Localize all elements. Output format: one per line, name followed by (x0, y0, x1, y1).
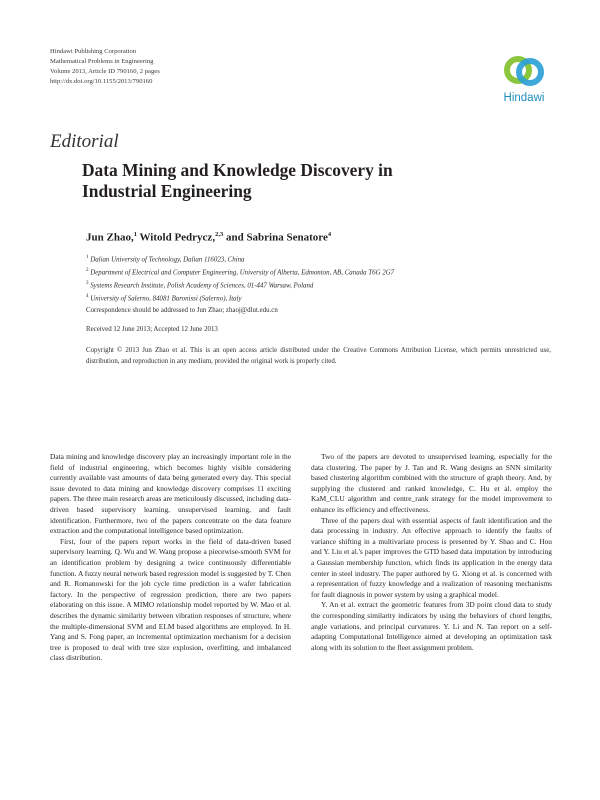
article-type: Editorial (50, 131, 119, 152)
affiliation-item (86, 266, 394, 279)
affiliation-number: 4 (86, 294, 89, 300)
affiliation-item (86, 279, 394, 292)
affiliation-number: 3 (86, 281, 89, 287)
article-title: Data Mining and Knowledge Discovery in Industrial Engineering (82, 160, 393, 201)
affiliation-list (86, 253, 394, 305)
author-affil-sup: 1 (133, 231, 137, 238)
received-dates: Received 12 June 2013; Accepted 12 June 2013 (86, 326, 218, 333)
affiliation-text: Dalian University of Technology, Dalian 116023, China (90, 256, 245, 264)
affiliation-text: University of Salerno, 84081 Baronissi (Salerno), Italy (90, 295, 242, 303)
body-paragraph: First, four of the papers report works in the field of data-driven based supervisory learning. Q. Wu and W. Wang propose a piecewise-smooth SVM for an identification problem by designing a twice continuously differentiable function. A fuzzy neural network based regression model is suggested by T. Chen and R. Romanowski for the job cycle time prediction in a wafer fabrication factory. In the perspective of regression prediction, there are two papers elaborating on this issue. A MIMO relationship model reported by W. Mao et al. describes the dynamic similarity between vibration responses of structure, where the multiple-dimensional SVM and ELM based algorithms are employed. In H. Yang and S. Fong paper, an incremental optimization mechanism for a decision tree is proposed to deal with tree size explosion, overfitting, and imbalanced class distribution. (50, 536, 291, 663)
body-paragraph: Three of the papers deal with essential aspects of fault identification and the data processing in industry. An effective approach to identify the faults of variance shifting in a multivariate process is presented by Y. Shao and C. Hou and Y. Liu et al.'s paper improves the GTD based data imputation by introducing a Gaussian membership function, which finds its application in the energy data center in steel industry. The paper authored by G. Xiong et al. is concerned with a representation of fuzzy knowledge and a realization of reasoning mechanisms for fault diagnosis in power system by using a graphical model. (311, 515, 552, 599)
publisher-line: Hindawi Publishing Corporation (50, 48, 137, 55)
affiliation-text: Systems Research Institute, Polish Academy of Sciences, 01-447 Warsaw, Poland (90, 282, 314, 290)
author-list (86, 231, 331, 244)
body-paragraph: Data mining and knowledge discovery play an increasingly important role in the field of industrial engineering, which becomes highly visible considering currently available vast amounts of data being generated every day. This special issue devoted to data mining and knowledge discovery comprises 11 exciting papers. The three main research areas are meticulously discussed, including data-driven based supervisory learning, unsupervised learning, and fault identification. Furthermore, two of the papers concentrate on the data feature extraction and the computational intelligence based optimization. (50, 452, 291, 536)
author-name: Witold Pedrycz, (136, 231, 216, 244)
author-affil-sup: 4 (327, 231, 332, 238)
affiliation-item (86, 292, 394, 305)
journal-header (50, 47, 160, 87)
body-paragraph: Two of the papers are devoted to unsupervised learning, especially for the data clustering. The paper by J. Tan and R. Wang designs an SNN similarity based clustering algorithm combined with the structure of graph theory. And, by supplying the clustered and ranked knowledge, C. Hu et al. employ the KaM_CLU algorithm and centre_rank strategy for the model improvement to enhance its efficiency and effectiveness. (311, 452, 552, 514)
body-column-left (50, 452, 291, 664)
affiliation-text: Department of Electrical and Computer Engineering, University of Alberta, Edmonton, AB, Canada T6G 2G7 (90, 269, 395, 277)
affiliation-item (86, 253, 394, 266)
journal-name: Mathematical Problems in Engineering (50, 58, 154, 65)
author-name: Jun Zhao, (86, 231, 134, 244)
volume-line: Volume 2013, Article ID 790160, 2 pages (50, 68, 160, 75)
correspondence: Correspondence should be addressed to Jun Zhao; zhaoj@dlut.edu.cn (86, 307, 278, 314)
body-paragraph: Y. An et al. extract the geometric features from 3D point cloud data to study the corresponding similarity indicators by using the behaviors of chord lengths, angle variations, and principal curvatures. Y. Li and N. Tan report on a self-adapting Computational Intelligence aimed at developing an optimization task along with its solution to the fleet assignment problem. (311, 600, 552, 652)
affiliation-number: 1 (86, 255, 89, 260)
author-affil-sup: 2,3 (215, 231, 224, 238)
affiliation-number: 2 (86, 268, 89, 274)
author-name: and Sabrina Senatore (223, 231, 328, 244)
copyright-notice: Copyright © 2013 Jun Zhao et al. This is an open access article distributed under the Creative Commons Attribution License, which permits unrestricted use, distribution, and reproduction in any medium, provided the original work is properly cited. (86, 347, 551, 365)
body-column-right (311, 452, 552, 653)
doi-link[interactable]: http://dx.doi.org/10.1155/2013/790160 (50, 78, 153, 85)
hindawi-logo-text: Hindawi (503, 92, 545, 104)
